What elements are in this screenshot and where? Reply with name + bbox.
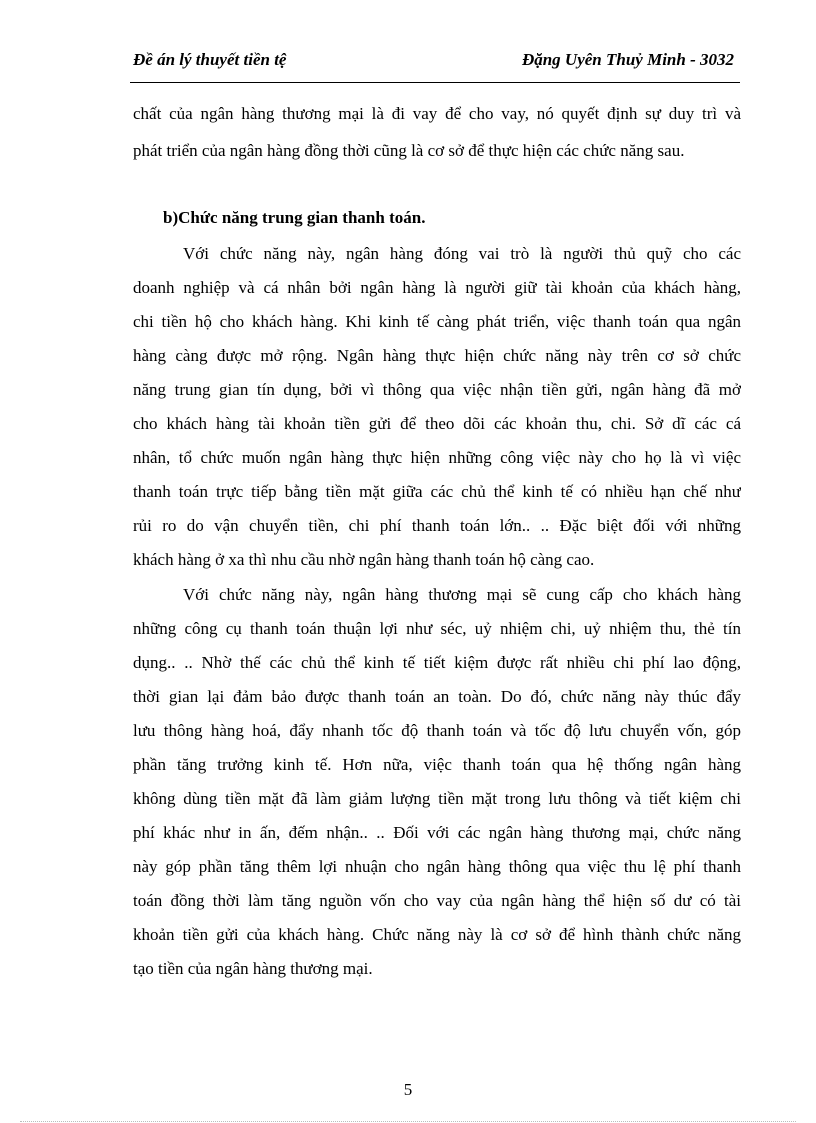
text-line: Với chức năng này, ngân hàng đóng vai trò là người thủ quỹ cho các	[183, 244, 741, 263]
text-line: thanh toán trực tiếp bằng tiền mặt giữa các chủ thể kinh tế có nhiều hạn chế như	[133, 482, 741, 501]
text-line: chi tiền hộ cho khách hàng. Khi kinh tế càng phát triển, việc thanh toán qua ngân	[133, 312, 741, 331]
page-header	[130, 50, 740, 80]
text-line: khách hàng ở xa thì nhu cầu nhờ ngân hàng thanh toán hộ càng cao.	[133, 550, 595, 569]
text-line: cho khách hàng tài khoản tiền gửi để theo dõi các khoản thu, chi. Sở dĩ các cá	[133, 414, 741, 433]
text-line: thời gian lại đảm bảo được thanh toán an toàn. Do đó, chức năng này thúc đẩy	[133, 687, 741, 706]
text-line: hàng càng được mở rộng. Ngân hàng thực hiện chức năng này trên cơ sở chức	[133, 346, 741, 365]
header-author: Đặng Uyên Thuỷ Minh - 3032	[521, 50, 734, 69]
header-document-title: Đề án lý thuyết tiền tệ	[133, 50, 287, 69]
page-bottom-border	[20, 1121, 796, 1122]
text-line: rủi ro do vận chuyển tiền, chi phí thanh toán lớn.. .. Đặc biệt đối với những	[133, 516, 741, 535]
text-line: những công cụ thanh toán thuận lợi như séc, uỷ nhiệm chi, uỷ nhiệm thu, thẻ tín	[133, 619, 741, 638]
header-divider	[130, 82, 740, 83]
text-line: lưu thông hàng hoá, đẩy nhanh tốc độ thanh toán và tốc độ lưu chuyển vốn, góp	[133, 721, 741, 740]
text-line: chất của ngân hàng thương mại là đi vay để cho vay, nó quyết định sự duy trì và	[133, 104, 741, 123]
text-line: phát triển của ngân hàng đồng thời cũng là cơ sở để thực hiện các chức năng sau.	[133, 141, 685, 160]
section-heading: b)Chức năng trung gian thanh toán.	[163, 208, 426, 227]
text-line: năng trung gian tín dụng, bởi vì thông qua việc nhận tiền gửi, ngân hàng đã mở	[133, 380, 741, 399]
text-line: dụng.. .. Nhờ thế các chủ thể kinh tế tiết kiệm được rất nhiều chi phí lao động,	[133, 653, 741, 672]
text-line: Với chức năng này, ngân hàng thương mại sẽ cung cấp cho khách hàng	[183, 585, 741, 604]
text-line: này góp phần tăng thêm lợi nhuận cho ngân hàng thông qua việc thu lệ phí thanh	[133, 857, 741, 876]
text-line: nhân, tổ chức muốn ngân hàng thực hiện những công việc này cho họ là vì việc	[133, 448, 741, 467]
text-line: phí khác như in ấn, đếm nhận.. .. Đối với các ngân hàng thương mại, chức năng	[133, 823, 741, 842]
text-line: doanh nghiệp và cá nhân bởi ngân hàng là người giữ tài khoản của khách hàng,	[133, 278, 741, 297]
text-line: tạo tiền của ngân hàng thương mại.	[133, 959, 373, 978]
text-line: toán đồng thời làm tăng nguồn vốn cho vay của ngân hàng thể hiện số dư có tài	[133, 891, 741, 910]
text-line: không dùng tiền mặt đã làm giảm lượng tiền mặt trong lưu thông và tiết kiệm chi	[133, 789, 741, 808]
text-line: phần tăng trưởng kinh tế. Hơn nữa, việc thanh toán qua hệ thống ngân hàng	[133, 755, 741, 774]
text-line: khoản tiền gửi của khách hàng. Chức năng này là cơ sở để hình thành chức năng	[133, 925, 741, 944]
page-number: 5	[403, 1080, 413, 1099]
